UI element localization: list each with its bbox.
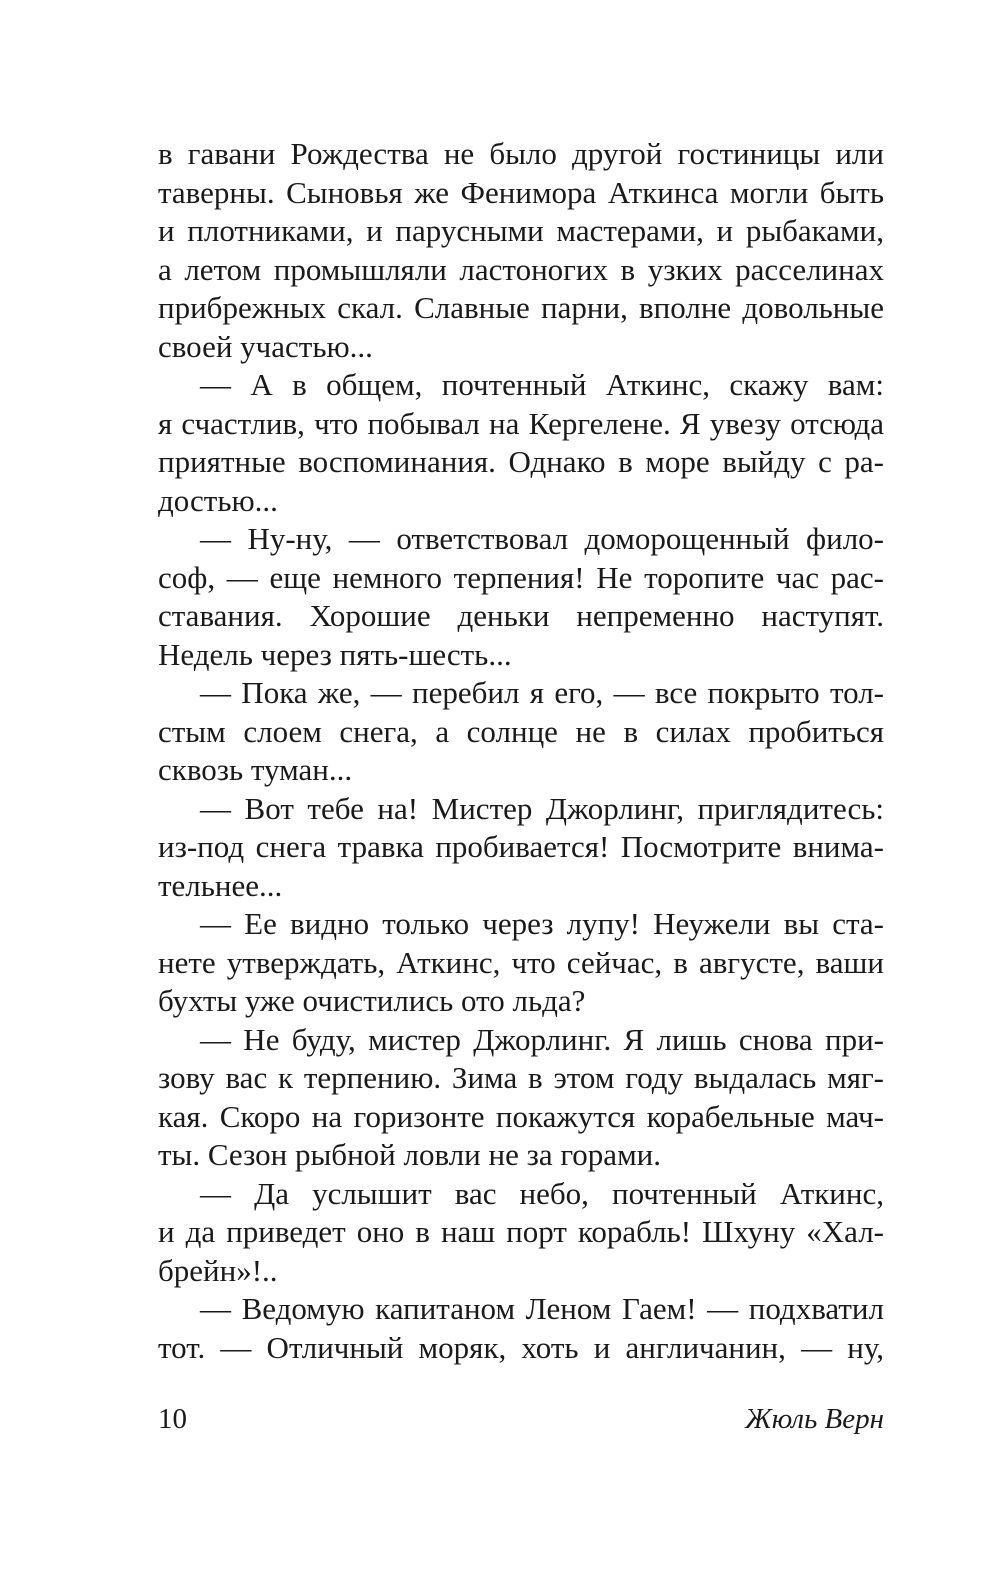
- text-line: таверны. Сыновья же Фенимора Аткинса могли быть: [158, 174, 884, 210]
- text-line: из-под снега травка пробивается! Посмотрите внима-: [158, 829, 884, 864]
- text-line: сквозь туман...: [158, 752, 353, 787]
- text-line: — Пока же, — перебил я его, — все покрыто тол-: [200, 675, 884, 710]
- text-line: я счастлив, что побывал на Кергелене. Я увезу отсюда: [158, 405, 884, 441]
- text-line: и плотниками, и парусными мастерами, и рыбаками,: [158, 213, 884, 248]
- text-line: — А в общем, почтенный Аткинс, скажу вам:: [200, 367, 884, 402]
- running-head-author: Жюль Верн: [745, 1403, 884, 1435]
- text-line: а летом промышляли ластоногих в узких расселинах: [158, 251, 884, 287]
- text-line: приятные воспоминания. Однако в море выйду с ра-: [158, 444, 884, 479]
- text-line: брейн»!..: [158, 1252, 278, 1288]
- page-footer: [158, 1403, 884, 1443]
- text-line: прибрежных скал. Славные парни, вполне довольные: [158, 290, 884, 325]
- text-line: тельнее...: [158, 867, 283, 903]
- text-line: стым слоем снега, а солнце не в силах пробиться: [158, 713, 884, 749]
- text-line: и да приведет оно в наш порт корабль! Шхуну «Хал-: [158, 1214, 884, 1249]
- text-line: — Ну-ну, — ответствовал доморощенный фило-: [200, 521, 884, 556]
- text-line: соф, — еще немного терпения! Не торопите час рас-: [158, 559, 884, 595]
- text-line: тот. — Отличный моряк, хоть и англичанин, — ну,: [158, 1329, 884, 1365]
- text-line: — Ведомую капитаном Леном Гаем! — подхватил: [200, 1291, 884, 1326]
- text-line: ты. Сезон рыбной ловли не за горами.: [158, 1137, 662, 1172]
- text-line: Недель через пять-шесть...: [158, 636, 512, 672]
- text-line: кая. Скоро на горизонте покажутся корабельные мач-: [158, 1098, 884, 1134]
- page-number: 10: [158, 1403, 187, 1435]
- text-line: — Ее видно только через лупу! Неужели вы ста-: [200, 906, 884, 941]
- text-line: нете утверждать, Аткинс, что сейчас, в августе, ваши: [158, 944, 884, 980]
- text-line: своей участью...: [158, 328, 373, 364]
- text-line: — Не буду, мистер Джорлинг. Я лишь снова при-: [200, 1021, 884, 1057]
- text-line: — Да услышит вас небо, почтенный Аткинс,: [200, 1175, 884, 1211]
- text-line: — Вот тебе на! Мистер Джорлинг, приглядитесь:: [200, 790, 884, 826]
- text-line: зову вас к терпению. Зима в этом году выдалась мяг-: [158, 1060, 884, 1095]
- text-line: в гавани Рождества не было другой гостиницы или: [158, 136, 884, 171]
- text-line: ставания. Хорошие деньки непременно наступят.: [158, 598, 884, 633]
- text-line: бухты уже очистились ото льда?: [158, 983, 586, 1018]
- text-line: достью...: [158, 482, 278, 518]
- page-body: [158, 135, 884, 1367]
